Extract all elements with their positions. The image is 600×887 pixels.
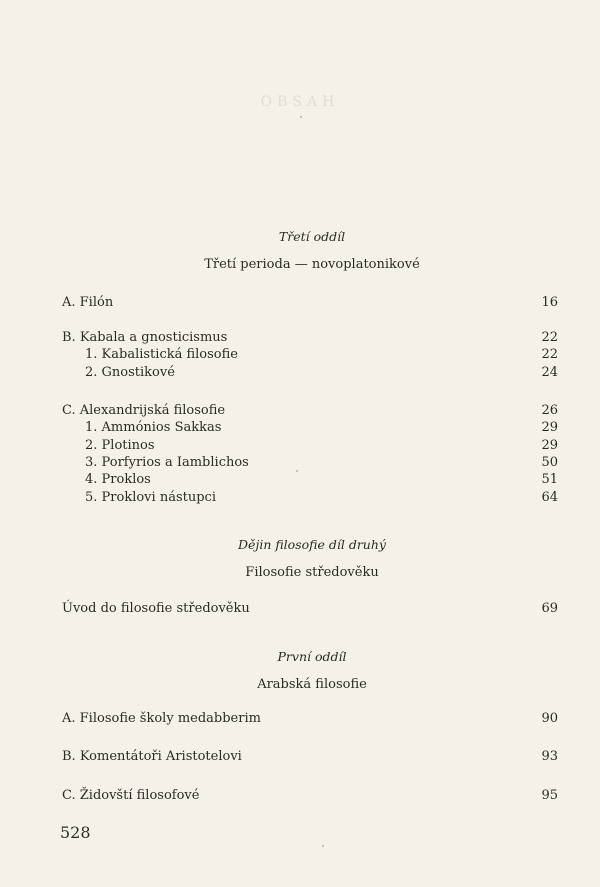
toc-entry-page: 90 xyxy=(541,711,558,726)
toc-entry-text: 1. Ammónios Sakkas xyxy=(85,420,222,435)
section-label: Dějin filosofie díl druhý xyxy=(238,537,386,552)
toc-entry-text: 5. Proklovi nástupci xyxy=(85,490,216,505)
toc-entry-text: 2. Plotinos xyxy=(85,438,155,453)
toc-entry-page: 22 xyxy=(541,347,558,362)
toc-entry xyxy=(62,295,558,312)
toc-entry-text: 1. Kabalistická filosofie xyxy=(85,347,238,362)
toc-subentry xyxy=(85,455,558,472)
toc-entry-page: 64 xyxy=(541,490,558,505)
paper-speck xyxy=(300,116,302,118)
toc-entry xyxy=(62,788,558,805)
toc-entry-page: 26 xyxy=(541,403,558,418)
toc-subentry xyxy=(85,420,558,437)
toc-entry-page: 24 xyxy=(541,365,558,380)
toc-subentry xyxy=(85,347,558,364)
toc-subentry xyxy=(85,490,558,507)
toc-entry-page: 51 xyxy=(541,472,558,487)
section-label: Třetí oddíl xyxy=(278,229,346,244)
toc-entry-text: 2. Gnostikové xyxy=(85,365,175,380)
section-title: Třetí perioda — novoplatonikové xyxy=(204,257,420,272)
toc-entry-page: 50 xyxy=(541,455,558,470)
toc-entry xyxy=(62,601,558,618)
toc-entry-page: 95 xyxy=(541,788,558,803)
toc-entry-text: 3. Porfyrios a Iamblichos xyxy=(85,455,249,470)
toc-entry-text: B. Kabala a gnosticismus xyxy=(62,330,228,345)
section-title: Arabská filosofie xyxy=(257,677,367,692)
toc-subentry xyxy=(85,438,558,455)
toc-entry-text: B. Komentátoři Aristotelovi xyxy=(62,749,242,764)
toc-entry xyxy=(62,403,558,420)
section-label: První oddíl xyxy=(277,649,347,664)
toc-entry-text: C. Alexandrijská filosofie xyxy=(62,403,226,418)
toc-subentry xyxy=(85,472,558,489)
toc-entry-page: 16 xyxy=(541,295,558,310)
toc-entry-page: 93 xyxy=(541,749,558,764)
page-number: 528 xyxy=(60,823,91,842)
toc-entry-text: Úvod do filosofie středověku xyxy=(62,601,250,616)
toc-entry-text: A. Filón xyxy=(62,295,114,310)
show-through-heading: OBSAH xyxy=(260,94,340,110)
section-title: Filosofie středověku xyxy=(245,565,379,580)
toc-entry-page: 69 xyxy=(541,601,558,616)
paper-speck xyxy=(322,845,324,847)
toc-entry-page: 22 xyxy=(541,330,558,345)
toc-entry-page: 29 xyxy=(541,420,558,435)
toc-entry-text: 4. Proklos xyxy=(85,472,151,487)
toc-entry xyxy=(62,330,558,347)
toc-entry-text: A. Filosofie školy medabberim xyxy=(62,711,261,726)
toc-entry-page: 29 xyxy=(541,438,558,453)
toc-subentry xyxy=(85,365,558,382)
toc-entry xyxy=(62,749,558,766)
paper-speck xyxy=(296,470,298,472)
toc-entry xyxy=(62,711,558,728)
toc-entry-text: C. Židovští filosofové xyxy=(62,788,200,803)
